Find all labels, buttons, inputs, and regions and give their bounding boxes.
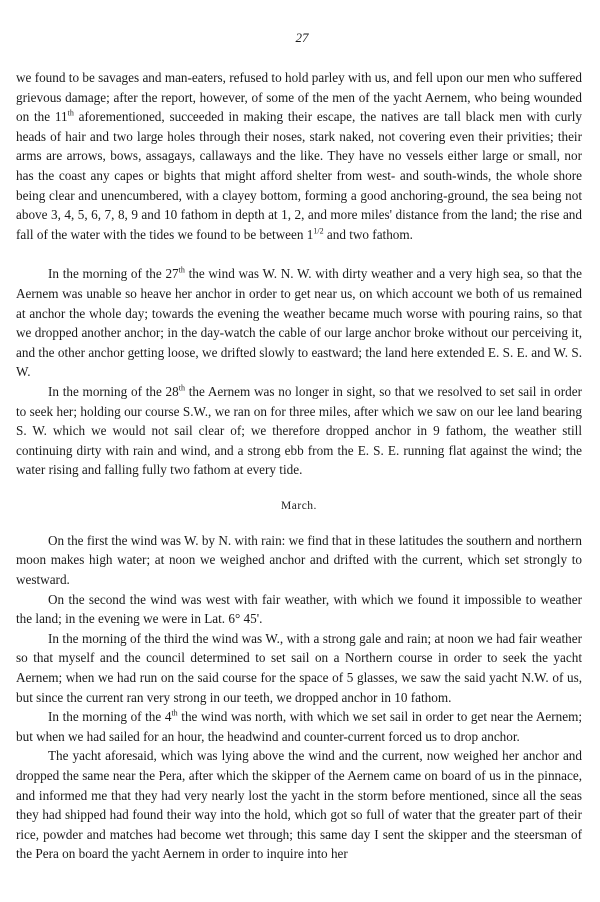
paragraph-1-text-a: we found to be savages and man-eaters, refused to hold parley with us, and fell upon our men who suffered grievous damage; after the report, however, of some of the men of the yacht Aernem, who being wounded on the 11 [16,70,582,125]
paragraph-1-text-c: and two fathom. [323,226,413,242]
paragraph-3-text-a: In the morning of the 28 [48,383,179,399]
paragraph-7 [16,707,582,746]
paragraph-2-text-b: the wind was W. N. W. with dirty weather and a very high sea, so that the Aernem was unable so heave her anchor in order to get near us, on which account we both of us remained at anchor the whole day; towards the evening the weather became much worse with pouring rains, so that we dropped another anchor; in the day-watch the cable of our large anchor broke without our perceiving it, and the other anchor getting loose, we drifted slowly to eastward; the land here extended E. S. E. and W. S. W. [16,266,582,380]
paragraph-4: On the first the wind was W. by N. with rain: we find that in these latitudes the southern and northern moon makes high water; at noon we weighed anchor and drifted with the current, which set strongly to westward. [16,532,582,588]
superscript: th [178,265,185,275]
paragraph-8: The yacht aforesaid, which was lying above the wind and the current, now weighed her anchor and dropped the same near the Pera, after which the skipper of the Aernem came on board of us in the pinnace, and informed me that they had very nearly lost the yacht in the storm before mentioned, since all the seas they had shipped had found their way into the hold, which got so full of water that the greater part of their rice, powder and matches had become wet through; this same day I sent the skipper and the steersman of the Pera on board the yacht Aernem in order to inquire into her [16,748,582,862]
superscript: th [67,108,74,118]
paragraph-1-text-b: aforementioned, succeeded in making their escape, the natives are tall black men with curly heads of hair and two large holes through their noses, stark naked, not covering even their privities; their arms are arrows, bows, assagays, callaways and the like. They have no vessels either large or small, nor has the coast any capes or bights that might afford shelter from west- and south-winds, the whole shore being clear and unencumbered, with a clayey bottom, forming a good anchoring-ground, the sea being not above 3, 4, 5, 6, 7, 8, 9 and 10 fathom in depth at 1, 2, and more miles' distance from the land; the rise and fall of the water with the tides we found to be between 1 [16,109,582,242]
page-number: 27 [295,30,309,45]
fraction: 1/2 [313,226,324,236]
section-heading: March. [281,499,317,512]
paragraph-3 [16,382,582,480]
superscript: th [171,708,178,718]
paragraph-2-text-a: In the morning of the 27 [48,266,179,282]
paragraph-3-text-b: the Aernem was no longer in sight, so that we resolved to set sail in order to seek her; holding our course S.W., we ran on for three miles, after which we saw on our lee land bearing S. W. which we would not sail clear of; we therefore dropped anchor in 9 fathom, the weather still continuing dirty with rain and wind, and a strong ebb from the E. S. E. running flat against the wind; the water rising and falling fully two fathom at every tide. [16,383,582,478]
paragraph-7-text-b: the wind was north, with which we set sail in order to get near the Aernem; but when we had sailed for an hour, the headwind and counter-current forced us to drop anchor. [16,709,582,744]
paragraph-6: In the morning of the third the wind was W., with a strong gale and rain; at noon we had fair weather so that myself and the council determined to set sail on a Northern course in order to seek the yacht Aernem; when we had run on the said course for the space of 5 glasses, we saw the said yacht N.W. of us, but since the current ran very strong in our teeth, we dropped anchor in 10 fathom. [16,630,582,705]
paragraph-2 [16,264,582,382]
paragraph-5: On the second the wind was west with fair weather, with which we found it impossible to weather the land; in the evening we were in Lat. 6° 45'. [16,591,582,627]
superscript: th [178,383,185,393]
paragraph-1 [16,68,582,244]
paragraph-7-text-a: In the morning of the 4 [48,709,172,725]
